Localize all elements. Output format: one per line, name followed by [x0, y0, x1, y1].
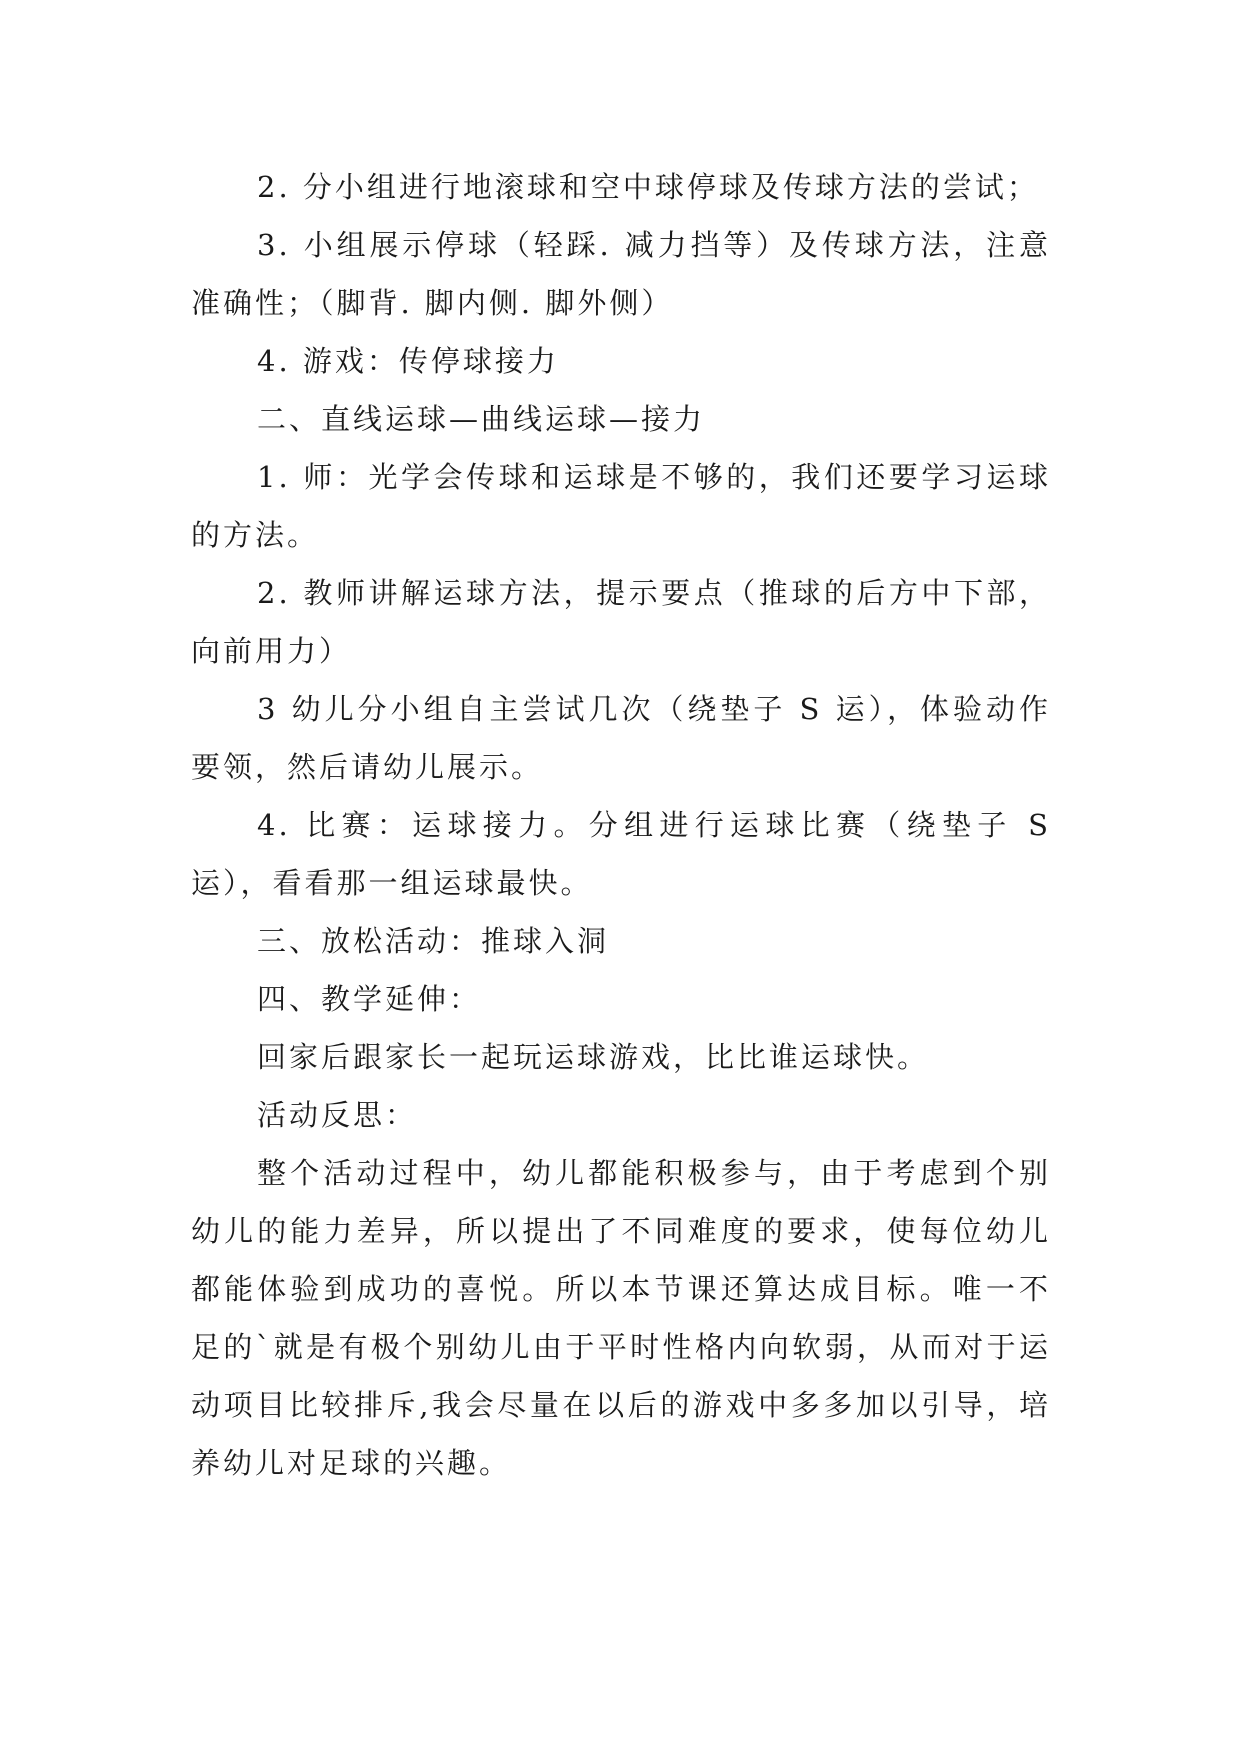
paragraph-teacher-explains: 2. 教师讲解运球方法，提示要点（推球的后方中下部，向前用力） — [191, 576, 1051, 668]
paragraph-step-2-group-trial: 2. 分小组进行地滚球和空中球停球及传球方法的尝试； — [257, 170, 1039, 204]
section-heading-extension: 四、教学延伸： — [257, 982, 482, 1016]
paragraph-reflection-body: 整个活动过程中，幼儿都能积极参与，由于考虑到个别幼儿的能力差异，所以提出了不同难度的要求，使每位幼儿都能体验到成功的喜悦。所以本节课还算达成目标。唯一不足的`就是有极个别幼儿由于平时性格内向软弱，从而对于运动项目比较排斥,我会尽量在以后的游戏中多多加以引导，培养幼儿对足球的兴趣。 — [191, 1156, 1051, 1480]
section-heading-dribbling: 二、直线运球—曲线运球—接力 — [257, 402, 706, 436]
paragraph-step-4-game: 4. 游戏：传停球接力 — [257, 344, 559, 378]
paragraph-home-activity: 回家后跟家长一起玩运球游戏，比比谁运球快。 — [257, 1040, 930, 1074]
document-page — [191, 158, 1051, 1492]
paragraph-teacher-intro: 1. 师：光学会传球和运球是不够的，我们还要学习运球的方法。 — [191, 460, 1051, 552]
section-heading-relax: 三、放松活动：推球入洞 — [257, 924, 610, 958]
paragraph-step-3-group-demo: 3. 小组展示停球（轻踩. 减力挡等）及传球方法，注意准确性；（脚背. 脚内侧. 脚外侧） — [191, 228, 1051, 320]
paragraph-competition: 4. 比赛：运球接力。分组进行运球比赛（绕垫子 S 运），看看那一组运球最快。 — [191, 808, 1051, 900]
paragraph-children-try: 3 幼儿分小组自主尝试几次（绕垫子 S 运），体验动作要领，然后请幼儿展示。 — [191, 692, 1051, 784]
section-heading-reflection: 活动反思： — [257, 1098, 418, 1132]
